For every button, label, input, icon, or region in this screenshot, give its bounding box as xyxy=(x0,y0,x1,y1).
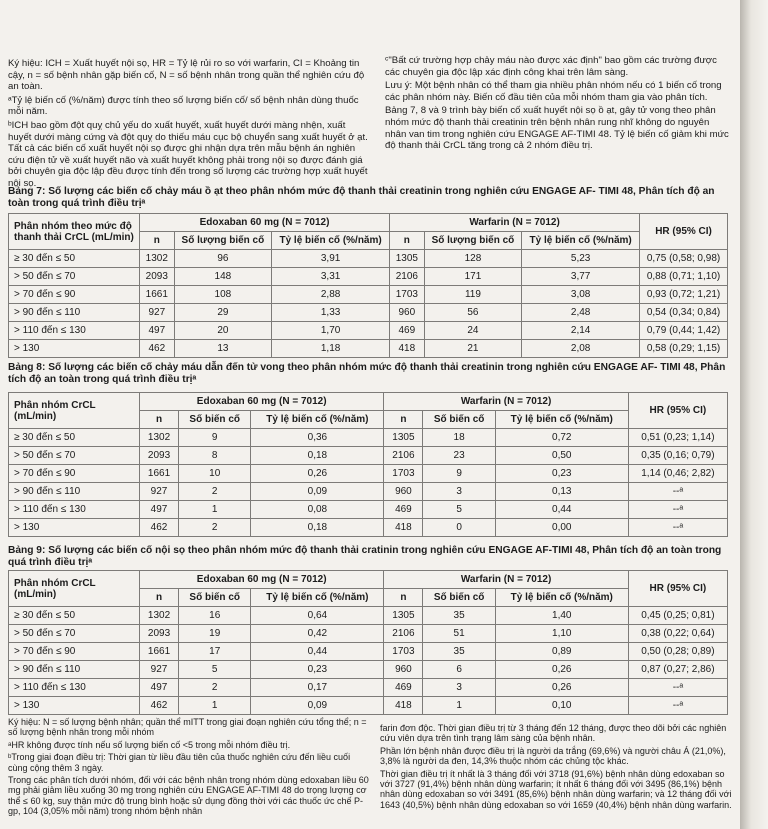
table8-cell-er: 0,18 xyxy=(251,519,384,537)
footnote-treatment-period: ᵇTrong giai đoạn điều trị: Thời gian từ liều đầu tiên của thuốc nghiên cứu đến liều cuối cùng cộng thêm 3 ngày. xyxy=(8,752,351,773)
table8-cell-en: 2093 xyxy=(140,447,179,465)
table9-cell-hr: --ᵃ xyxy=(628,679,727,697)
table7-cell-hr: 0,88 (0,71; 1,10) xyxy=(640,268,728,286)
table7-cell-hr: 0,54 (0,34; 0,84) xyxy=(640,304,728,322)
table9-war-events: Số biến cố xyxy=(423,589,495,607)
table9-cell-ee: 16 xyxy=(179,607,251,625)
table7-group-header: Phân nhóm theo mức độ thanh thải CrCL (mL/min) xyxy=(9,214,140,250)
table9-cell-wr: 0,89 xyxy=(495,643,628,661)
footnote-b: ᵇICH bao gồm đột quỵ chủ yếu do xuất huyết, xuất huyết dưới màng nhện, xuất huyết dưới màng cứng và đột quỵ do thiếu máu cục bộ chuyển sang xuất huyết ở ạt. Tất cả các biến cố xuất huyết nội sọ được ghi nhận dựa trên mẫu bệnh án nghiên cứu điện tử về xuất huyết não và xuất huyết không phải trong nội sọ được đánh giá bởi chuyên gia độc lập đều được tính đến trong số lượng các trường hợp xuất huyết nội sọ. xyxy=(8,119,368,189)
top-left-notes xyxy=(8,58,370,192)
table8-cell-ee: 2 xyxy=(179,483,251,501)
table8-cell-group: > 130 xyxy=(9,519,140,537)
table7-cell-en: 1302 xyxy=(140,250,175,268)
table9-cell-hr: 0,45 (0,25; 0,81) xyxy=(628,607,727,625)
table-row xyxy=(9,304,728,322)
table9-cell-er: 0,64 xyxy=(251,607,384,625)
table8-cell-wn: 469 xyxy=(384,501,423,519)
intro-paragraph: Bảng 7, 8 và 9 trình bày biến cố xuất huyết nội sọ ồ ạt, gây tử vong theo phân nhóm mức độ thanh thải creatinin trên bệnh nhân rung nhĩ không do nguyên nhân van tim trong nghiên cứu ENGAGE AF-TIMI 48. Tỷ lệ biến cố giảm khi mức độ thanh thải CrCL tăng trong cả 2 nhóm điều trị. xyxy=(385,105,729,152)
table9-cell-en: 1302 xyxy=(140,607,179,625)
table9-cell-wn: 418 xyxy=(384,697,423,715)
table8-cell-wn: 2106 xyxy=(384,447,423,465)
table7-cell-group: ≥ 30 đến ≤ 50 xyxy=(9,250,140,268)
table9-cell-wr: 0,10 xyxy=(495,697,628,715)
table7-edo-n: n xyxy=(140,232,175,250)
duration-paragraph: farin đơn độc. Thời gian điều trị từ 3 tháng đến 12 tháng, được theo dõi bởi các nghiên cứu viên dựa trên tình trạng lâm sàng của bệnh nhân. xyxy=(380,723,727,744)
table9-cell-ee: 5 xyxy=(179,661,251,679)
table8-cell-we: 0 xyxy=(423,519,495,537)
table8-war-n: n xyxy=(384,411,423,429)
table-row xyxy=(9,607,728,625)
table9-cell-ee: 19 xyxy=(179,625,251,643)
table7-cell-we: 119 xyxy=(424,286,522,304)
table-row xyxy=(9,661,728,679)
bottom-right-text xyxy=(380,723,732,812)
table-row xyxy=(9,519,728,537)
table9-cell-we: 1 xyxy=(423,697,495,715)
table8-cell-er: 0,09 xyxy=(251,483,384,501)
table8-cell-wr: 0,50 xyxy=(495,447,628,465)
table8-cell-we: 3 xyxy=(423,483,495,501)
table8-cell-group: > 110 đến ≤ 130 xyxy=(9,501,140,519)
table9-cell-en: 497 xyxy=(140,679,179,697)
table7-cell-group: > 50 đến ≤ 70 xyxy=(9,268,140,286)
table-row xyxy=(9,501,728,519)
table8-cell-wr: 0,23 xyxy=(495,465,628,483)
table7-cell-group: > 130 xyxy=(9,340,140,358)
table9-cell-er: 0,42 xyxy=(251,625,384,643)
table9-cell-ee: 1 xyxy=(179,697,251,715)
table9-hr-header: HR (95% CI) xyxy=(628,571,727,607)
table8-cell-hr: --ᵃ xyxy=(628,501,727,519)
table7-cell-hr: 0,75 (0,58; 0,98) xyxy=(640,250,728,268)
table8-cell-hr: 1,14 (0,46; 2,82) xyxy=(628,465,727,483)
table7-cell-er: 1,18 xyxy=(272,340,390,358)
table9 xyxy=(8,570,728,715)
table8-cell-hr: --ᵃ xyxy=(628,519,727,537)
table7-cell-ee: 96 xyxy=(174,250,272,268)
table7-cell-wn: 2106 xyxy=(390,268,425,286)
table7-cell-group: > 90 đến ≤ 110 xyxy=(9,304,140,322)
table9-war-n: n xyxy=(384,589,423,607)
table-row xyxy=(9,250,728,268)
table7-cell-wr: 3,77 xyxy=(522,268,640,286)
table-row xyxy=(9,286,728,304)
table9-cell-ee: 17 xyxy=(179,643,251,661)
table7-cell-en: 497 xyxy=(140,322,175,340)
table8-cell-group: > 50 đến ≤ 70 xyxy=(9,447,140,465)
table-row xyxy=(9,625,728,643)
table7-cell-ee: 108 xyxy=(174,286,272,304)
table8-cell-hr: 0,51 (0,23; 1,14) xyxy=(628,429,727,447)
table8-cell-en: 1661 xyxy=(140,465,179,483)
table9-warfarin-header: Warfarin (N = 7012) xyxy=(384,571,628,589)
table7 xyxy=(8,213,728,358)
table8-cell-er: 0,26 xyxy=(251,465,384,483)
table9-cell-hr: --ᵃ xyxy=(628,697,727,715)
table8-cell-ee: 1 xyxy=(179,501,251,519)
bottom-left-notes xyxy=(8,717,370,819)
table7-warfarin-header: Warfarin (N = 7012) xyxy=(390,214,640,232)
footnote-hr: ᵃHR không được tính nếu số lượng biến cố <5 trong mỗi nhóm điều trị. xyxy=(8,739,291,750)
table8-cell-hr: --ᵃ xyxy=(628,483,727,501)
table7-cell-wr: 2,48 xyxy=(522,304,640,322)
table8-cell-en: 497 xyxy=(140,501,179,519)
table8-cell-wn: 960 xyxy=(384,483,423,501)
table9-cell-group: > 90 đến ≤ 110 xyxy=(9,661,140,679)
table8-cell-er: 0,36 xyxy=(251,429,384,447)
table8-edo-events: Số biến cố xyxy=(179,411,251,429)
table7-cell-wn: 960 xyxy=(390,304,425,322)
table8-cell-er: 0,18 xyxy=(251,447,384,465)
table-row xyxy=(9,340,728,358)
table8-caption: Bảng 8: Số lượng các biến cố chảy máu dẫn đến tử vong theo phân nhóm mức độ thanh thải creatinin trong nghiên cứu ENGAGE AF- TIMI 48, Phân tích độ an toàn trong quá trình điều trịᵃ xyxy=(8,362,726,385)
table8-cell-wn: 1305 xyxy=(384,429,423,447)
table8-cell-we: 5 xyxy=(423,501,495,519)
table9-cell-er: 0,09 xyxy=(251,697,384,715)
table8-cell-wr: 0,72 xyxy=(495,429,628,447)
table7-cell-ee: 13 xyxy=(174,340,272,358)
table8-edo-n: n xyxy=(140,411,179,429)
table8-war-events: Số biến cố xyxy=(423,411,495,429)
table9-cell-wn: 2106 xyxy=(384,625,423,643)
table9-cell-hr: 0,87 (0,27; 2,86) xyxy=(628,661,727,679)
legend-text: Ký hiệu: ICH = Xuất huyết nội sọ, HR = Tỷ lệ rủi ro so với warfarin, CI = Khoảng tin cậy, n = số bệnh nhân gặp biến cố, N = số bệnh nhân trong quần thể nghiên cứu độ an toàn. xyxy=(8,58,365,93)
table8-cell-ee: 8 xyxy=(179,447,251,465)
table7-cell-wr: 5,23 xyxy=(522,250,640,268)
table7-cell-er: 3,91 xyxy=(272,250,390,268)
table8-cell-we: 18 xyxy=(423,429,495,447)
table8-edoxaban-header: Edoxaban 60 mg (N = 7012) xyxy=(140,393,384,411)
table7-edo-events: Số lượng biến cố xyxy=(174,232,272,250)
table8-cell-wn: 418 xyxy=(384,519,423,537)
table9-cell-en: 2093 xyxy=(140,625,179,643)
table-row xyxy=(9,268,728,286)
table8-cell-wr: 0,13 xyxy=(495,483,628,501)
table9-cell-we: 51 xyxy=(423,625,495,643)
table7-cell-hr: 0,58 (0,29; 1,15) xyxy=(640,340,728,358)
table7-cell-wr: 3,08 xyxy=(522,286,640,304)
table8-cell-wn: 1703 xyxy=(384,465,423,483)
table9-cell-en: 927 xyxy=(140,661,179,679)
top-right-notes xyxy=(385,55,730,154)
table7-edo-rate: Tỷ lệ biến cố (%/năm) xyxy=(272,232,390,250)
table9-cell-group: > 130 xyxy=(9,697,140,715)
table7-edoxaban-header: Edoxaban 60 mg (N = 7012) xyxy=(140,214,390,232)
table8-cell-group: > 90 đến ≤ 110 xyxy=(9,483,140,501)
table7-cell-group: > 110 đến ≤ 130 xyxy=(9,322,140,340)
ethnicity-paragraph: Phần lớn bệnh nhân được điều trị là người da trắng (69,6%) và người châu Á (21,0%), 3,8% là người da đen, 14,3% thuộc nhóm các chủng tộc khác. xyxy=(380,745,726,767)
table7-cell-en: 462 xyxy=(140,340,175,358)
table-row xyxy=(9,465,728,483)
table9-edoxaban-header: Edoxaban 60 mg (N = 7012) xyxy=(140,571,384,589)
table9-cell-en: 462 xyxy=(140,697,179,715)
table8-group-header: Phân nhóm CrCL (mL/min) xyxy=(9,393,140,429)
table8-edo-rate: Tỷ lệ biến cố (%/năm) xyxy=(251,411,384,429)
table9-cell-group: ≥ 30 đến ≤ 50 xyxy=(9,607,140,625)
table7-cell-hr: 0,79 (0,44; 1,42) xyxy=(640,322,728,340)
table8-cell-ee: 2 xyxy=(179,519,251,537)
table7-cell-wr: 2,14 xyxy=(522,322,640,340)
table8-cell-er: 0,08 xyxy=(251,501,384,519)
table9-edo-rate: Tỷ lệ biến cố (%/năm) xyxy=(251,589,384,607)
table8-cell-wr: 0,00 xyxy=(495,519,628,537)
table7-war-rate: Tỷ lệ biến cố (%/năm) xyxy=(522,232,640,250)
table9-cell-wr: 1,10 xyxy=(495,625,628,643)
table9-cell-wr: 0,26 xyxy=(495,679,628,697)
table8-warfarin-header: Warfarin (N = 7012) xyxy=(384,393,628,411)
table7-cell-we: 56 xyxy=(424,304,522,322)
footnote-a: ᵃTỷ lệ biến cố (%/năm) được tính theo số lượng biến cố/ số bệnh nhân dùng thuốc mỗi năm. xyxy=(8,94,359,118)
table-row xyxy=(9,447,728,465)
table8-cell-group: > 70 đến ≤ 90 xyxy=(9,465,140,483)
table7-cell-ee: 20 xyxy=(174,322,272,340)
table9-edo-n: n xyxy=(140,589,179,607)
table7-cell-group: > 70 đến ≤ 90 xyxy=(9,286,140,304)
table-row xyxy=(9,483,728,501)
table-row xyxy=(9,697,728,715)
table9-cell-en: 1661 xyxy=(140,643,179,661)
table8-cell-hr: 0,35 (0,16; 0,79) xyxy=(628,447,727,465)
table7-cell-en: 1661 xyxy=(140,286,175,304)
table8-cell-we: 9 xyxy=(423,465,495,483)
table7-cell-er: 2,88 xyxy=(272,286,390,304)
table7-hr-header: HR (95% CI) xyxy=(640,214,728,250)
subgroup-paragraph: Trong các phân tích dưới nhóm, đối với các bệnh nhân trong nhóm dùng edoxaban liều 60 mg phải giảm liều xuống 30 mg trong nghiên cứu ENGAGE AF-TIMI 48 do trọng lượng cơ thể ≤ 60 kg, suy thận mức độ trung bình hoặc sử dụng đồng thời với các thuốc ức chế P-gp, 104 (3,05% mỗi năm) trong nhóm bệnh nhân xyxy=(8,775,369,817)
table9-cell-group: > 50 đến ≤ 70 xyxy=(9,625,140,643)
table8-cell-en: 462 xyxy=(140,519,179,537)
footnote-c: ᶜ"Bất cứ trường hợp chảy máu nào được xác định" bao gồm các trường được các chuyên gia độc lập xác định công khai trên lâm sàng. xyxy=(385,55,717,78)
table7-cell-we: 128 xyxy=(424,250,522,268)
table7-cell-we: 171 xyxy=(424,268,522,286)
table9-edo-events: Số biến cố xyxy=(179,589,251,607)
table8-cell-en: 1302 xyxy=(140,429,179,447)
table-row xyxy=(9,643,728,661)
table7-cell-ee: 29 xyxy=(174,304,272,322)
table9-cell-wn: 960 xyxy=(384,661,423,679)
table9-cell-we: 35 xyxy=(423,607,495,625)
exposure-paragraph: Thời gian điều trị ít nhất là 3 tháng đối với 3718 (91,6%) bệnh nhân dùng edoxaban so với 3727 (91,4%) bệnh nhân dùng warfarin; ít nhất 6 tháng đối với 3495 (86,1%) bệnh nhân dùng edoxaban so với 3491 (85,6%) bệnh nhân dùng warfarin; và 12 tháng đối với 1643 (40,5%) bệnh nhân dùng edoxaban so với 1659 (40,4%) bệnh nhân dùng warfarin. xyxy=(380,768,732,810)
table9-cell-er: 0,44 xyxy=(251,643,384,661)
table8 xyxy=(8,392,728,537)
table7-cell-we: 24 xyxy=(424,322,522,340)
table9-cell-hr: 0,38 (0,22; 0,64) xyxy=(628,625,727,643)
table9-cell-wn: 1305 xyxy=(384,607,423,625)
table-row xyxy=(9,679,728,697)
table7-cell-er: 1,70 xyxy=(272,322,390,340)
table9-cell-er: 0,17 xyxy=(251,679,384,697)
table9-caption: Bảng 9: Số lượng các biến cố nội sọ theo phân nhóm mức độ thanh thải cratinin trong nghiên cứu ENGAGE AF-TIMI 48, Phân tích độ an toàn trong quá trình điều trịᵃ xyxy=(8,545,722,568)
table7-cell-hr: 0,93 (0,72; 1,21) xyxy=(640,286,728,304)
table7-cell-er: 1,33 xyxy=(272,304,390,322)
table8-cell-ee: 9 xyxy=(179,429,251,447)
table8-hr-header: HR (95% CI) xyxy=(628,393,727,429)
table7-war-events: Số lượng biến cố xyxy=(424,232,522,250)
table9-cell-we: 35 xyxy=(423,643,495,661)
table-row xyxy=(9,322,728,340)
table7-cell-wn: 1305 xyxy=(390,250,425,268)
table9-group-header: Phân nhóm CrCL (mL/min) xyxy=(9,571,140,607)
table9-war-rate: Tỷ lệ biến cố (%/năm) xyxy=(495,589,628,607)
table9-cell-ee: 2 xyxy=(179,679,251,697)
table9-cell-wr: 0,26 xyxy=(495,661,628,679)
page-binding-edge xyxy=(740,0,768,829)
table9-cell-we: 3 xyxy=(423,679,495,697)
table7-cell-en: 927 xyxy=(140,304,175,322)
table9-cell-we: 6 xyxy=(423,661,495,679)
table8-cell-ee: 10 xyxy=(179,465,251,483)
table9-cell-wn: 1703 xyxy=(384,643,423,661)
table9-cell-group: > 70 đến ≤ 90 xyxy=(9,643,140,661)
table9-cell-wn: 469 xyxy=(384,679,423,697)
table7-cell-wr: 2,08 xyxy=(522,340,640,358)
table8-cell-group: ≥ 30 đến ≤ 50 xyxy=(9,429,140,447)
table7-cell-en: 2093 xyxy=(140,268,175,286)
table9-cell-wr: 1,40 xyxy=(495,607,628,625)
table8-cell-en: 927 xyxy=(140,483,179,501)
table8-cell-we: 23 xyxy=(423,447,495,465)
table8-war-rate: Tỷ lệ biến cố (%/năm) xyxy=(495,411,628,429)
table8-cell-wr: 0,44 xyxy=(495,501,628,519)
note-text: Lưu ý: Một bệnh nhân có thể tham gia nhiều phân nhóm nếu có 1 biến cố trong các phân nhóm này. Biến cố đầu tiên của mỗi nhóm tham gia vào phân tích. xyxy=(385,80,722,103)
table7-cell-wn: 418 xyxy=(390,340,425,358)
table7-cell-wn: 1703 xyxy=(390,286,425,304)
table9-cell-hr: 0,50 (0,28; 0,89) xyxy=(628,643,727,661)
table9-cell-group: > 110 đến ≤ 130 xyxy=(9,679,140,697)
table7-cell-er: 3,31 xyxy=(272,268,390,286)
bottom-legend: Ký hiệu: N = số lượng bệnh nhân; quần thể mITT trong giai đoạn nghiên cứu tổng thể; n = số lượng bệnh nhân trong mỗi nhóm xyxy=(8,717,367,738)
table7-cell-we: 21 xyxy=(424,340,522,358)
table7-war-n: n xyxy=(390,232,425,250)
table7-caption: Bảng 7: Số lượng các biến cố chảy máu ồ ạt theo phân nhóm mức độ thanh thải creatinin trong nghiên cứu ENGAGE AF- TIMI 48, Phân tích độ an toàn trong quá trình điều trịᵃ xyxy=(8,186,715,209)
table7-cell-wn: 469 xyxy=(390,322,425,340)
table-row xyxy=(9,429,728,447)
table9-cell-er: 0,23 xyxy=(251,661,384,679)
table7-cell-ee: 148 xyxy=(174,268,272,286)
